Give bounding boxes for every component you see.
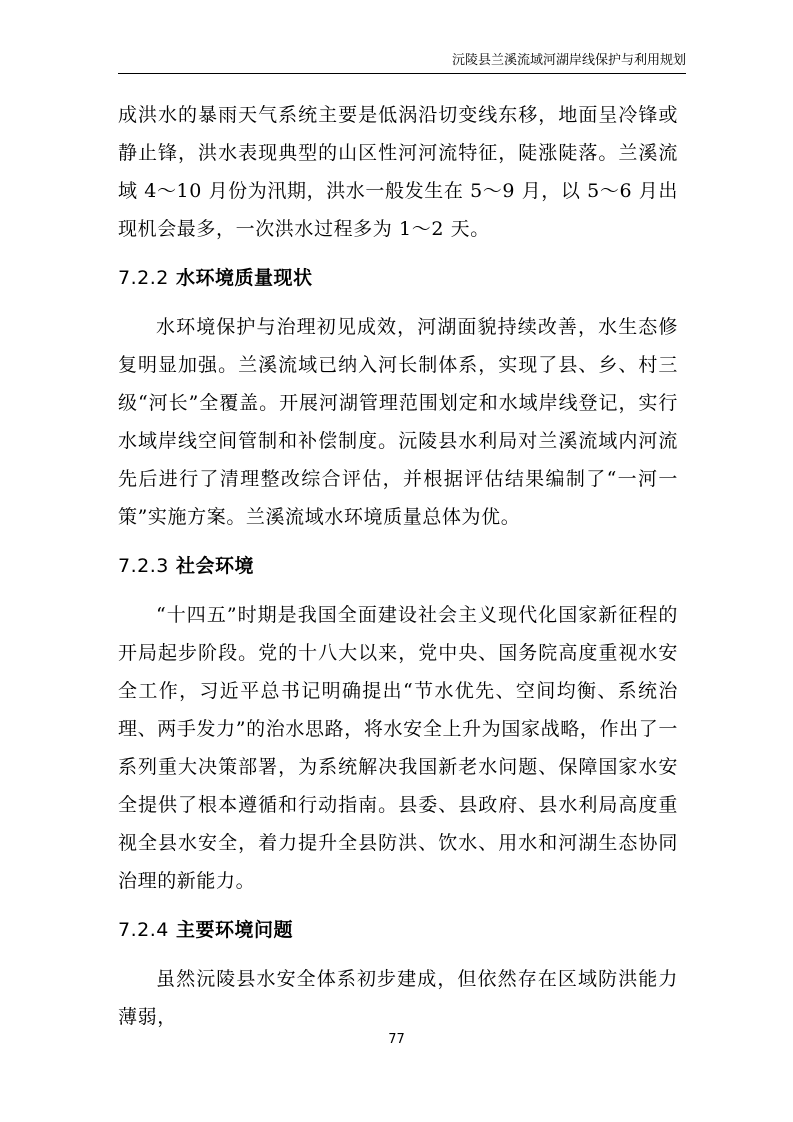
running-header: 沅陵县兰溪流域河湖岸线保护与利用规划: [451, 53, 686, 68]
page-body: [118, 96, 678, 1036]
section-number: 7.2.3: [118, 555, 169, 577]
section-heading-water-quality: [118, 248, 678, 308]
section-title: 水环境质量现状: [175, 267, 313, 289]
section-heading-social-environment: [118, 536, 678, 596]
section-number: 7.2.4: [118, 919, 169, 941]
section-number: 7.2.2: [118, 267, 169, 289]
section-heading-environment-issues: [118, 900, 678, 960]
paragraph-social-environment: “十四五”时期是我国全面建设社会主义现代化国家新征程的开局起步阶段。党的十八大以来，党中央、国务院高度重视水安全工作，习近平总书记明确提出“节水优先、空间均衡、系统治理、两手发力”的治水思路，将水安全上升为国家战略，作出了一系列重大决策部署，为系统解决我国新老水问题、保障国家水安全提供了根本遵循和行动指南。县委、县政府、县水利局高度重视全县水安全，着力提升全县防洪、饮水、用水和河湖生态协同治理的新能力。: [118, 604, 678, 892]
header-divider: [118, 73, 686, 74]
paragraph-environment-issues: 虽然沅陵县水安全体系初步建成，但依然存在区域防洪能力薄弱，: [118, 968, 678, 1028]
section-title: 社会环境: [175, 555, 254, 577]
paragraph-water-quality: 水环境保护与治理初见成效，河湖面貌持续改善，水生态修复明显加强。兰溪流域已纳入河长制体系，实现了县、乡、村三级“河长”全覆盖。开展河湖管理范围划定和水域岸线登记，实行水域岸线空间管制和补偿制度。沅陵县水利局对兰溪流域内河流先后进行了清理整改综合评估，并根据评估结果编制了“一河一策”实施方案。兰溪流域水环境质量总体为优。: [118, 316, 678, 528]
section-title: 主要环境问题: [175, 919, 293, 941]
page-number: 77: [388, 1032, 405, 1047]
paragraph-flood-characteristics: 成洪水的暴雨天气系统主要是低涡沿切变线东移，地面呈冷锋或静止锋，洪水表现典型的山区性河河流特征，陡涨陡落。兰溪流域 4～10 月份为汛期，洪水一般发生在 5～9 月，以 5～6 月出现机会最多，一次洪水过程多为 1～2 天。: [118, 104, 678, 240]
